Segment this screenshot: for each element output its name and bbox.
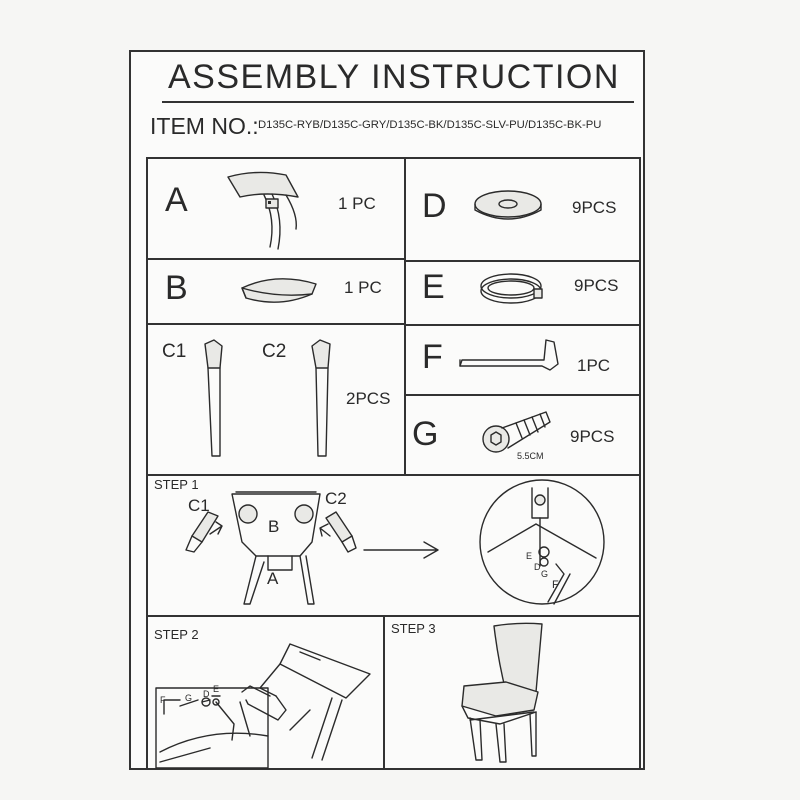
detail-e-label: E <box>526 551 533 561</box>
step2-e-label: E <box>213 684 220 694</box>
bolt-detail-circle <box>478 478 608 608</box>
chair-back-icon <box>226 167 306 255</box>
divider <box>146 323 406 325</box>
part-f-letter: F <box>422 338 443 376</box>
page-title: ASSEMBLY INSTRUCTION <box>168 58 620 96</box>
divider <box>146 615 641 617</box>
part-a-letter: A <box>165 181 188 219</box>
bolt-length-label: 5.5CM <box>517 451 544 461</box>
step2-f-label: F <box>160 695 166 705</box>
item-number-value: D135C-RYB/D135C-GRY/D135C-BK/D135C-SLV-PU/D135C-BK-PU <box>258 119 602 131</box>
divider <box>404 394 641 396</box>
allen-key-icon <box>458 338 564 378</box>
divider <box>404 324 641 326</box>
assembled-chair-illustration <box>446 620 546 765</box>
bolt-icon <box>480 408 552 456</box>
part-d-quantity: 9PCS <box>572 198 617 217</box>
chair-underside-diagram <box>150 640 382 770</box>
divider <box>146 474 641 476</box>
flat-washer-icon <box>474 188 544 228</box>
part-c1-label: C1 <box>162 341 187 362</box>
part-g-letter: G <box>412 415 439 453</box>
part-e-letter: E <box>422 268 445 306</box>
item-number-label: ITEM NO.: <box>150 113 259 139</box>
step-2-label: STEP 2 <box>154 627 199 642</box>
step2-g-label: G <box>185 693 193 703</box>
part-c-quantity: 2PCS <box>346 389 391 408</box>
divider <box>404 260 641 262</box>
title-underline <box>162 101 634 103</box>
divider <box>146 258 406 260</box>
part-d-letter: D <box>422 187 447 225</box>
detail-g-label: G <box>541 569 549 579</box>
seat-cushion-icon <box>240 272 320 312</box>
chair-leg-icon <box>306 338 336 460</box>
arrow-right-icon <box>362 540 442 560</box>
detail-f-label: F <box>552 579 559 591</box>
part-a-quantity: 1 PC <box>338 194 376 213</box>
chair-leg-icon <box>200 338 230 460</box>
chair-frame-diagram <box>180 486 360 614</box>
step-3-label: STEP 3 <box>391 621 436 636</box>
detail-d-label: D <box>534 562 541 572</box>
part-f-quantity: 1PC <box>577 356 611 375</box>
step2-d-label: D <box>203 689 210 699</box>
step1-a-label: A <box>267 569 279 588</box>
part-b-quantity: 1 PC <box>344 278 382 297</box>
spring-washer-icon <box>478 271 550 311</box>
step1-b-label: B <box>268 517 280 536</box>
divider <box>404 157 406 475</box>
part-c2-label: C2 <box>262 341 287 362</box>
divider <box>383 615 385 770</box>
part-b-letter: B <box>165 269 188 307</box>
step1-c1-label: C1 <box>188 496 210 515</box>
part-g-quantity: 9PCS <box>570 427 615 446</box>
step1-c2-label: C2 <box>325 489 347 508</box>
part-e-quantity: 9PCS <box>574 276 619 295</box>
step-1-label: STEP 1 <box>154 477 199 492</box>
